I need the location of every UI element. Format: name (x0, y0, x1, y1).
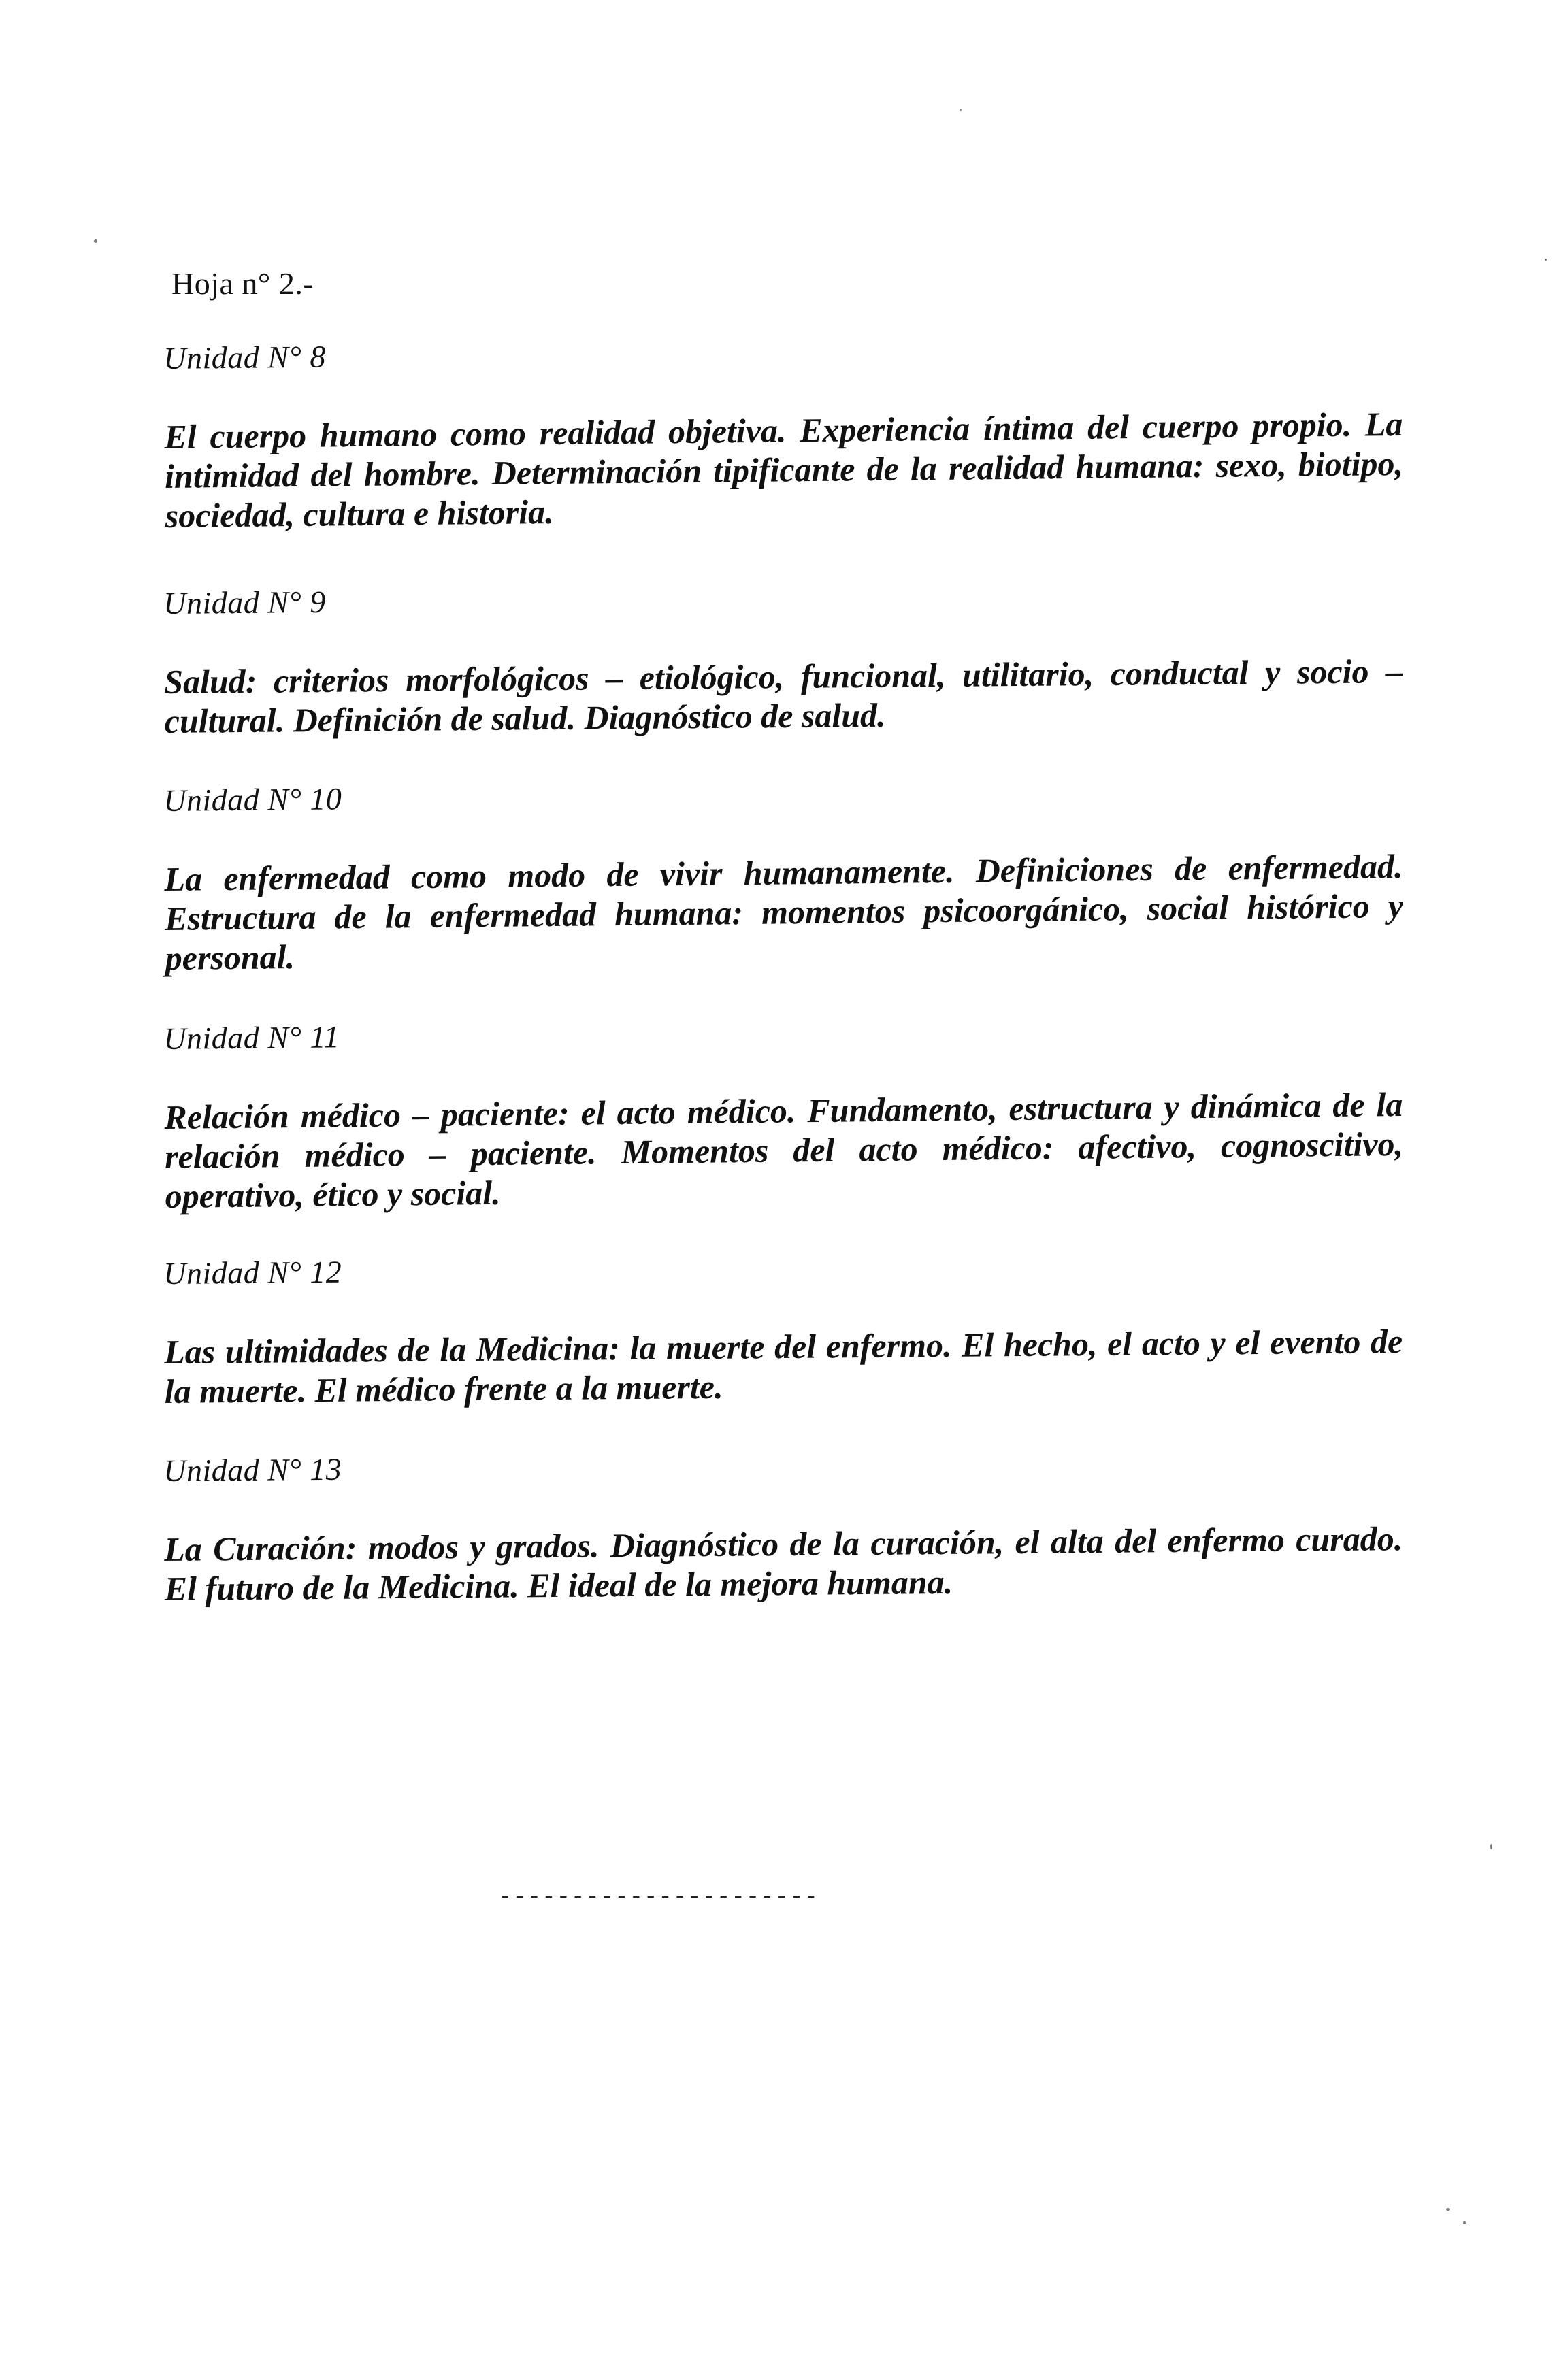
sheet-number-label: Hoja n° 2.- (171, 266, 314, 301)
unit-title: Unidad N° 10 (163, 781, 342, 818)
unit-section-9 (163, 574, 1403, 741)
unit-section-10 (163, 770, 1404, 978)
scan-speck (1490, 1844, 1492, 1849)
scan-speck (1545, 259, 1547, 261)
unit-description: Salud: criterios morfológicos – etiológico, funcional, utilitario, conductal y socio – cultural. Definición de salud. Diagnóstico de salud. (163, 652, 1403, 740)
unit-section-12 (163, 1244, 1403, 1411)
unit-title: Unidad N° 9 (163, 584, 327, 621)
unit-description: La enfermedad como modo de vivir humanamente. Definiciones de enfermedad. Estructura de la enfermedad humana: momentos psicoorgánico, social histórico y personal. (164, 846, 1404, 977)
scan-speck (960, 109, 962, 111)
scan-speck (1446, 2208, 1450, 2211)
unit-description: Las ultimidades de la Medicina: la muerte del enfermo. El hecho, el acto y el evento de la muerte. El médico frente a la muerte. (163, 1322, 1403, 1410)
scan-speck (94, 239, 97, 243)
unit-description: Relación médico – paciente: el acto médico. Fundamento, estructura y dinámica de la relación médico – paciente. Momentos del acto médico: afectivo, cognoscitivo, operativo, ético y social. (164, 1085, 1404, 1215)
scan-speck (1463, 2221, 1466, 2224)
unit-title: Unidad N° 12 (163, 1254, 342, 1291)
unit-section-8 (163, 327, 1404, 535)
end-of-page-dashed-rule: ---------------------- (498, 1885, 819, 1911)
unit-section-11 (163, 1008, 1404, 1216)
unit-section-13 (163, 1442, 1403, 1608)
unit-title: Unidad N° 8 (163, 339, 327, 376)
unit-title: Unidad N° 11 (163, 1019, 340, 1056)
unit-description: El cuerpo humano como realidad objetiva. Experiencia íntima del cuerpo propio. La intimidad del hombre. Determinación tipificante de la realidad humana: sexo, biotipo, sociedad, cultura e historia. (164, 404, 1404, 535)
unit-description: La Curación: modos y grados. Diagnóstico de la curación, el alta del enfermo curado. El futuro de la Medicina. El ideal de la mejora humana. (163, 1519, 1403, 1608)
unit-title: Unidad N° 13 (163, 1451, 342, 1488)
